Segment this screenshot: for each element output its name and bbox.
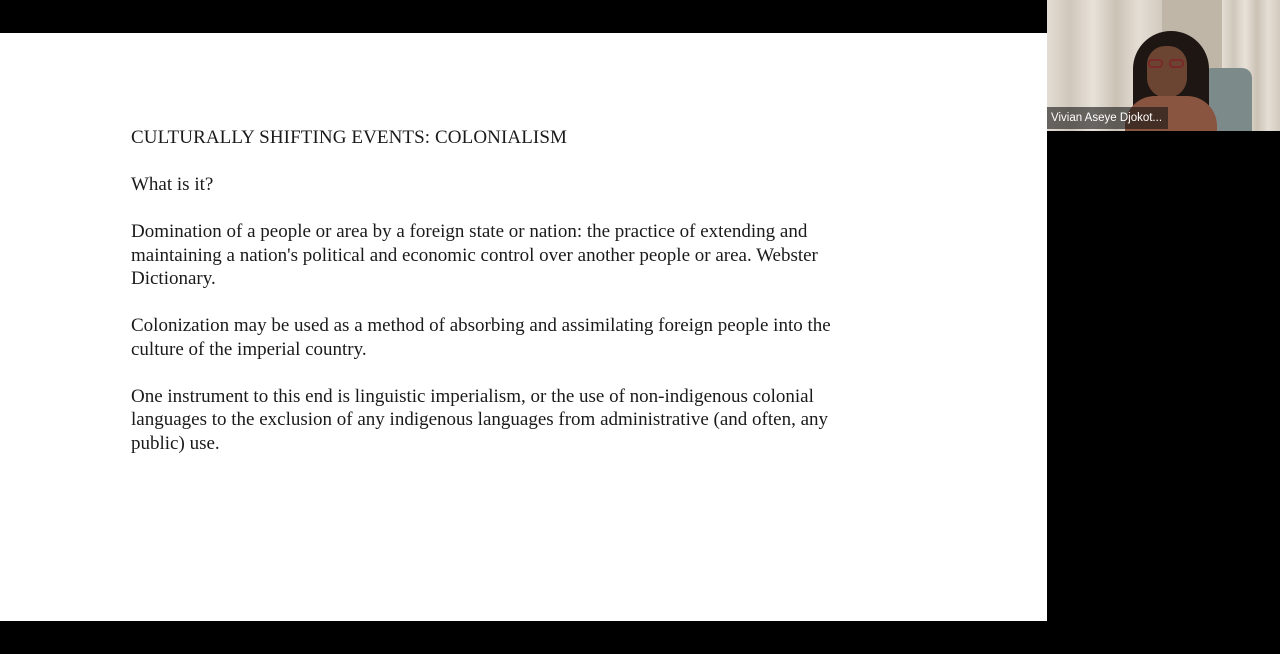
participant-video-tile[interactable]: [1047, 0, 1280, 131]
shared-screen-slide: [0, 33, 1047, 621]
slide-paragraph-colonization: Colonization may be used as a method of absorbing and assimilating foreign people into the culture of the imperial country.: [131, 315, 831, 360]
participant-name-label: Vivian Aseye Djokot...: [1047, 107, 1168, 129]
slide-paragraph-question: What is it?: [131, 174, 214, 195]
slide-title: CULTURALLY SHIFTING EVENTS: COLONIALISM: [131, 127, 568, 148]
participant-glasses: [1148, 59, 1186, 69]
participant-face: [1147, 46, 1187, 98]
slide-paragraph-linguistic-imperialism: One instrument to this end is linguistic imperialism, or the use of non-indigenous colonial languages to the exclusion of any indigenous languages from administrative (and often, any public) use.: [131, 385, 829, 454]
slide-content: [131, 126, 861, 479]
slide-paragraph-definition: Domination of a people or area by a foreign state or nation: the practice of extending and maintaining a nation's political and economic control over another people or area. Webster Dictionary.: [131, 221, 818, 289]
